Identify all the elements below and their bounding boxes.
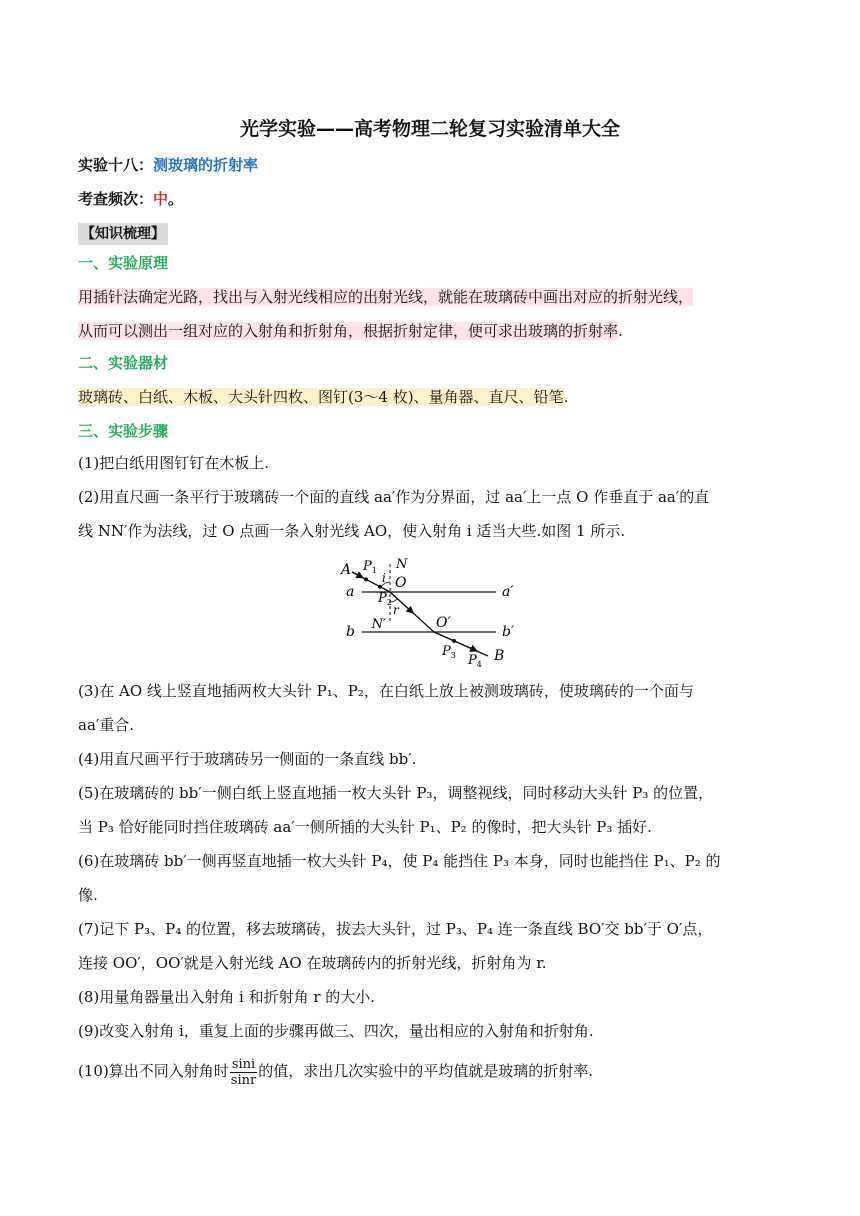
principle-text-1: 用插针法确定光路，找出与入射光线相应的出射光线，就能在玻璃砖中画出对应的折射光线，: [78, 288, 694, 306]
label-r: r: [393, 603, 399, 617]
step-6-line-1: (6)在玻璃砖 bb′一侧再竖直地插一枚大头针 P₄，使 P₄ 能挡住 P₃ 本身，同时也能挡住 P₁、P₂ 的: [78, 852, 721, 870]
equipment-text: 玻璃砖、白纸、木板、大头针四枚、图钉(3～4 枚)、量角器、直尺、铅笔: [78, 388, 564, 406]
step-2-line-2: 线 NN′作为法线，过 O 点画一条入射光线 AO，使入射角 i 适当大些.如图 1 所示.: [78, 522, 626, 540]
step-6-line-2: 像.: [78, 886, 98, 904]
step-7-line-1: (7)记下 P₃、P₄ 的位置，移去玻璃砖，拔去大头针，过 P₃、P₄ 连一条直线 BO′交 bb′于 O′点，: [78, 920, 713, 938]
pin-p2: [378, 585, 382, 589]
principle-heading: 一、实验原理: [78, 254, 169, 272]
frequency-label: 考查频次：: [78, 190, 154, 208]
experiment-name: 测玻璃的折射率: [153, 156, 259, 174]
label-B: B: [494, 648, 505, 664]
label-a-prime: a′: [502, 584, 514, 600]
pin-p4: [470, 647, 474, 651]
step-10-prefix: (10)算出不同入射角时: [78, 1062, 229, 1080]
principle-end: .: [618, 322, 623, 340]
principle-line-1: [78, 284, 693, 310]
fraction-numerator: sini: [230, 1057, 257, 1073]
principle-text-2: 从而可以测出一组对应的入射角和折射角，根据折射定律，便可求出玻璃的折射率: [78, 322, 619, 340]
frequency-value: 中: [153, 190, 169, 208]
label-b: b: [346, 624, 355, 640]
label-b-prime: b′: [502, 624, 515, 640]
sin-ratio-fraction: [230, 1057, 257, 1088]
step-2-line-1: (2)用直尺画一条平行于玻璃砖一个面的直线 aa′作为分界面，过 aa′上一点 O 作垂直于 aa′的直: [78, 488, 710, 506]
label-P2: $P_2$: [378, 591, 392, 607]
label-P1: $P_1$: [363, 559, 377, 575]
frequency-line: [78, 188, 786, 210]
principle-line-2: [78, 318, 623, 344]
step-5-line-1: (5)在玻璃砖的 bb′一侧白纸上竖直地插一枚大头针 P₃，调整视线，同时移动大头针 P₃ 的位置，: [78, 784, 714, 802]
step-7-line-2: 连接 OO′，OO′就是入射光线 AO 在玻璃砖内的折射光线，折射角为 r.: [78, 954, 547, 972]
step-1: (1)把白纸用图钉钉在木板上.: [78, 454, 270, 472]
experiment-label: 实验十八：: [78, 156, 154, 174]
pin-p1: [364, 577, 368, 581]
step-5-line-2: 当 P₃ 恰好能同时挡住玻璃砖 aa′一侧所插的大头针 P₁、P₂ 的像时，把大头针 P₃ 插好.: [78, 818, 652, 836]
pin-p3: [452, 639, 456, 643]
step-3-line-2: aa′重合.: [78, 716, 135, 734]
knowledge-tag-line: [78, 222, 786, 245]
frequency-end: 。: [168, 190, 184, 208]
label-O: O: [395, 575, 407, 591]
equipment-end: .: [563, 388, 569, 406]
label-P3: $P_3$: [442, 644, 456, 660]
label-a: a: [346, 584, 355, 600]
label-O-prime: O′: [436, 615, 451, 631]
step-8: (8)用量角器量出入射角 i 和折射角 r 的大小.: [78, 988, 376, 1006]
step-10: [78, 1054, 786, 1088]
label-i: i: [382, 571, 386, 585]
page-title: 光学实验——高考物理二轮复习实验清单大全: [239, 118, 620, 140]
steps-heading: 三、实验步骤: [78, 422, 169, 440]
step-10-suffix: 的值，求出几次实验中的平均值就是玻璃的折射率.: [258, 1062, 593, 1080]
step-9: (9)改变入射角 i，重复上面的步骤再做三、四次，量出相应的入射角和折射角.: [78, 1022, 594, 1040]
label-N: N: [396, 557, 408, 572]
label-N-prime: N′: [371, 617, 386, 632]
refraction-diagram: [330, 552, 540, 670]
experiment-line: [78, 154, 786, 176]
label-A: A: [341, 562, 352, 578]
equipment-heading: 二、实验器材: [78, 354, 169, 372]
fraction-denominator: sinr: [230, 1072, 257, 1088]
label-P4: $P_4$: [468, 653, 482, 669]
knowledge-tag: 【知识梳理】: [78, 223, 168, 245]
equipment-line: [78, 384, 568, 410]
step-4: (4)用直尺画平行于玻璃砖另一侧面的一条直线 bb′.: [78, 750, 417, 768]
step-3-line-1: (3)在 AO 线上竖直地插两枚大头针 P₁、P₂，在白纸上放上被测玻璃砖，使玻璃砖的一个面与: [78, 682, 694, 700]
